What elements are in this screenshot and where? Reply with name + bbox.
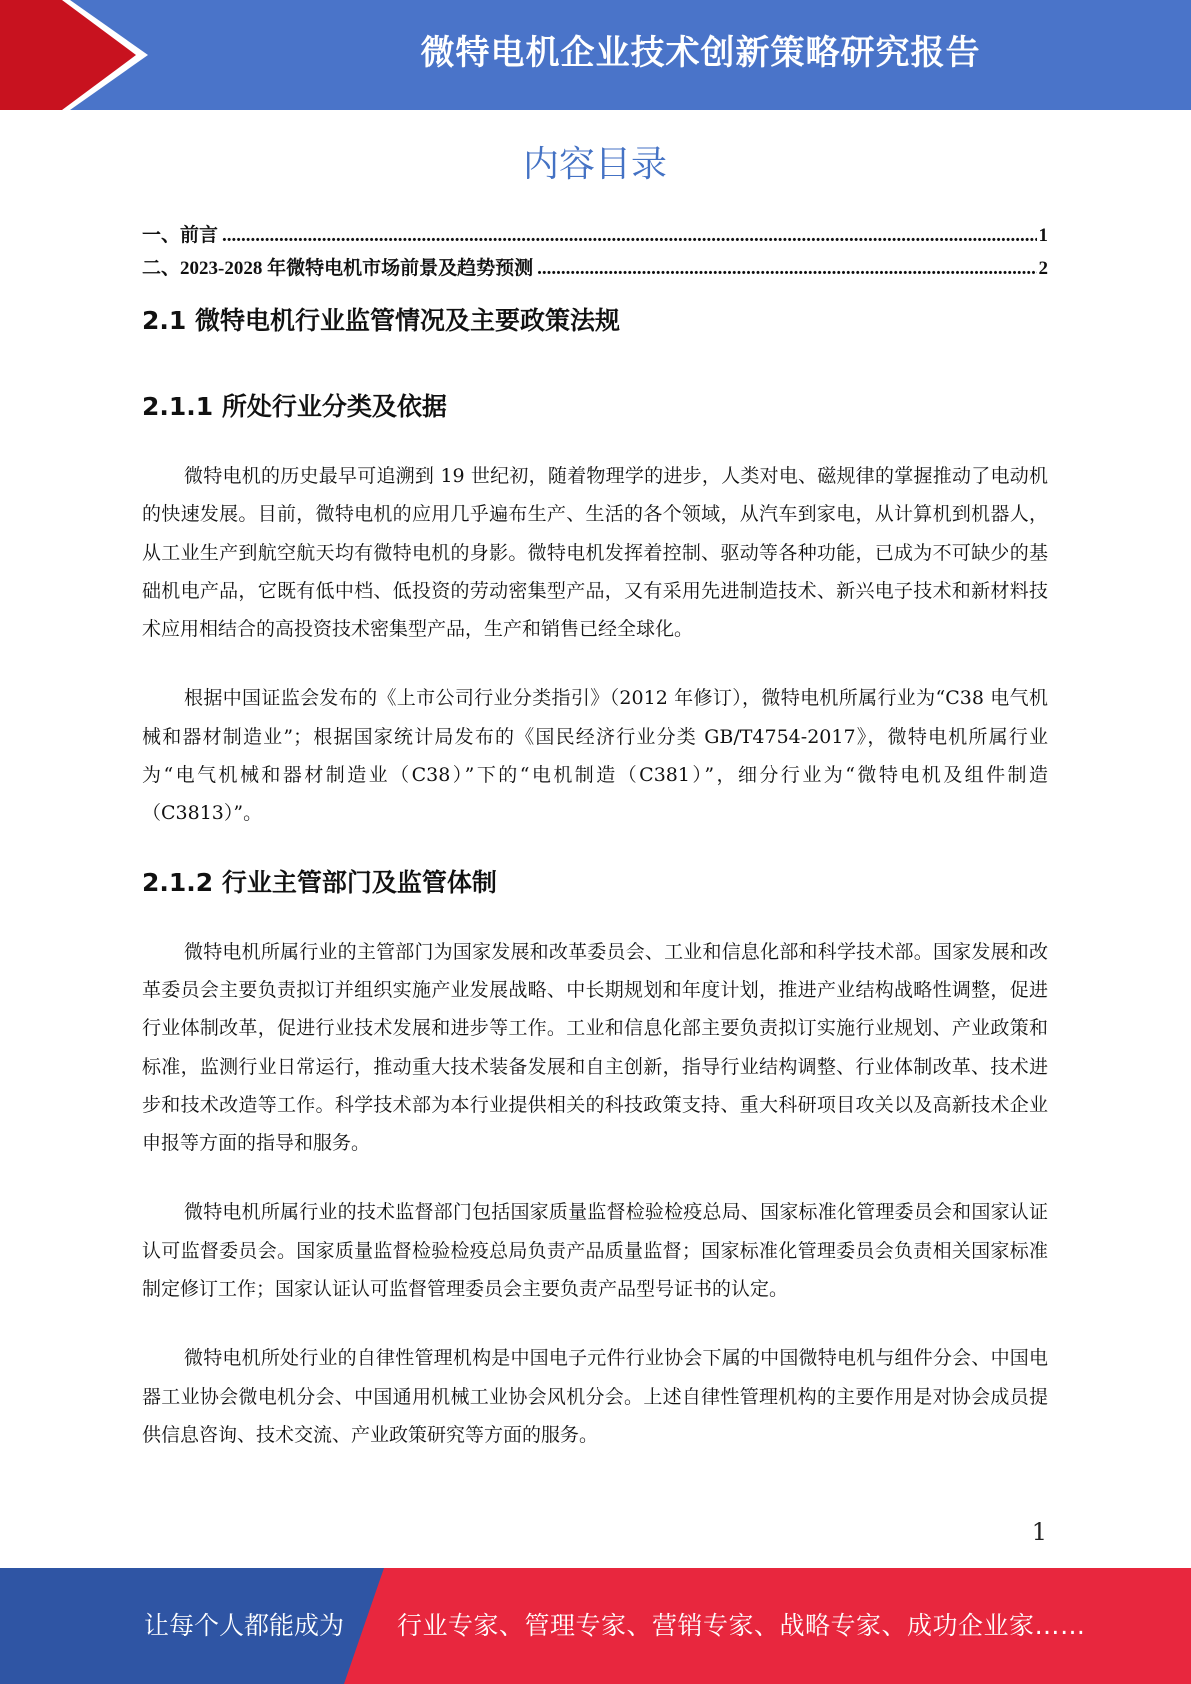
toc-heading: 内容目录 (522, 144, 667, 185)
report-title: 微特电机企业技术创新策略研究报告 (420, 33, 981, 73)
header-arrow-decoration (0, 0, 160, 110)
toc-entry-label: 二、2023-2028 年微特电机市场前景及趋势预测 (142, 258, 534, 279)
toc-entry-market-forecast[interactable] (142, 252, 1048, 285)
toc-leader-dots (537, 252, 1036, 285)
body-paragraph: 微特电机所属行业的技术监督部门包括国家质量监督检验检疫总局、国家标准化管理委员会和国家认证认可监督委员会。国家质量监督检验检疫总局负责产品质量监督；国家标准化管理委员会负责相关国家标准制定修订工作；国家认证认可监督管理委员会主要负责产品型号证书的认定。 (142, 1201, 1048, 1301)
page-content (142, 110, 1048, 1454)
toc-entry-label: 一、前言 (142, 225, 219, 246)
section-heading-2-1-1: 2.1.1 所处行业分类及依据 (142, 392, 447, 421)
footer-banner (0, 1568, 1191, 1684)
page-number: 1 (1031, 1518, 1047, 1546)
toc-entry-preface[interactable] (142, 219, 1048, 252)
toc-leader-dots (222, 219, 1036, 252)
section-heading-2-1: 2.1 微特电机行业监管情况及主要政策法规 (142, 306, 620, 335)
header-banner (0, 0, 1191, 110)
section-heading-2-1-2: 2.1.2 行业主管部门及监管体制 (142, 867, 497, 897)
toc-entry-page: 2 (1038, 258, 1048, 279)
body-paragraph: 根据中国证监会发布的《上市公司行业分类指引》（2012 年修订），微特电机所属行业为“C38 电气机械和器材制造业”；根据国家统计局发布的《国民经济行业分类 GB/T4754-2017》，微特电机所属行业为“电气机械和器材制造业（C38）”下的“电机制造（C381）”，细分行业为“微特电机及组件制造（C3813）”。 (142, 687, 1048, 825)
footer-slogan-right: 行业专家、管理专家、营销专家、战略专家、成功企业家…… (397, 1611, 1086, 1640)
body-paragraph: 微特电机所处行业的自律性管理机构是中国电子元件行业协会下属的中国微特电机与组件分会、中国电器工业协会微电机分会、中国通用机械工业协会风机分会。上述自律性管理机构的主要作用是对协会成员提供信息咨询、技术交流、产业政策研究等方面的服务。 (142, 1347, 1048, 1446)
footer-slogan-left: 让每个人都能成为 (144, 1611, 345, 1640)
toc-entry-page: 1 (1038, 225, 1048, 246)
table-of-contents (142, 219, 1048, 285)
body-paragraph: 微特电机所属行业的主管部门为国家发展和改革委员会、工业和信息化部和科学技术部。国家发展和改革委员会主要负责拟订并组织实施产业发展战略、中长期规划和年度计划，推进产业结构战略性调整，促进行业体制改革，促进行业技术发展和进步等工作。工业和信息化部主要负责拟订实施行业规划、产业政策和标准，监测行业日常运行，推动重大技术装备发展和自主创新，指导行业结构调整、行业体制改革、技术进步和技术改造等工作。科学技术部为本行业提供相关的科技政策支持、重大科研项目攻关以及高新技术企业申报等方面的指导和服务。 (142, 940, 1048, 1155)
body-paragraph: 微特电机的历史最早可追溯到 19 世纪初，随着物理学的进步，人类对电、磁规律的掌握推动了电动机的快速发展。目前，微特电机的应用几乎遍布生产、生活的各个领域，从汽车到家电，从计算机到机器人，从工业生产到航空航天均有微特电机的身影。微特电机发挥着控制、驱动等各种功能，已成为不可缺少的基础机电产品，它既有低中档、低投资的劳动密集型产品，又有采用先进制造技术、新兴电子技术和新材料技术应用相结合的高投资技术密集型产品，生产和销售已经全球化。 (142, 465, 1048, 641)
